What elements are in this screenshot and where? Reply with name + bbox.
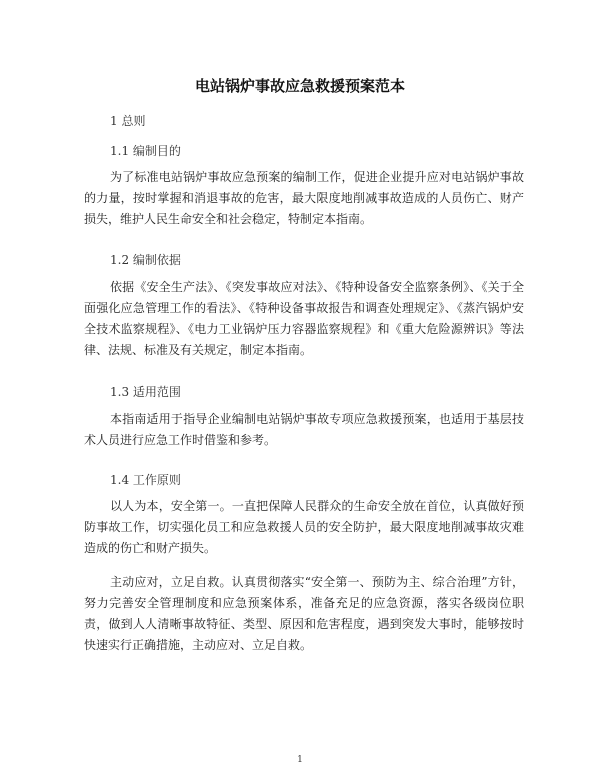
paragraph-purpose: 为了标准电站锅炉事故应急预案的编制工作，促进企业提升应对电站锅炉事故的力量，按时掌握和消退事故的危害，最大限度地削减事故造成的人员伤亡、财产损失，维护人民生命安全和社会稳定，特制定本指南。 — [84, 170, 524, 226]
paragraph-principle-people-first: 以人为本，安全第一。一直把保障人民群众的生命安全放在首位，认真做好预防事故工作，切实强化员工和应急救援人员的安全防护，最大限度地削减事故灾难造成的伤亡和财产损失。 — [84, 499, 524, 555]
page-number: 1 — [297, 755, 303, 765]
paragraph-scope: 本指南适用于指导企业编制电站锅炉事故专项应急救援预案，也适用于基层技术人员进行应急工作时借鉴和参考。 — [84, 412, 524, 447]
section-heading-principles: 1.4 工作原则 — [110, 473, 181, 487]
paragraph-principle-self-rescue: 主动应对，立足自救。认真贯彻落实“安全第一、预防为主、综合治理”方针，努力完善安全管理制度和应急预案体系，准备充足的应急资源，落实各级岗位职责，做到人人清晰事故特征、类型、原因和危害程度，遇到突发大事时，能够按时快速实行正确措施，主动应对、立足自救。 — [84, 575, 524, 652]
paragraph-basis: 依据《安全生产法》、《突发事故应对法》、《特种设备安全监察条例》、《关于全面强化应急管理工作的看法》、《特种设备事故报告和调查处理规定》、《蒸汽锅炉安全技术监察规程》、《电力工业锅炉压力容器监察规程》和《重大危险源辨识》等法律、法规、标准及有关规定，制定本指南。 — [84, 280, 524, 357]
section-heading-general: 1 总则 — [110, 114, 146, 128]
section-heading-purpose: 1.1 编制目的 — [110, 144, 181, 158]
section-heading-scope: 1.3 适用范围 — [110, 385, 181, 399]
document-title: 电站锅炉事故应急救援预案范本 — [194, 77, 405, 95]
section-heading-basis: 1.2 编制依据 — [110, 253, 181, 267]
